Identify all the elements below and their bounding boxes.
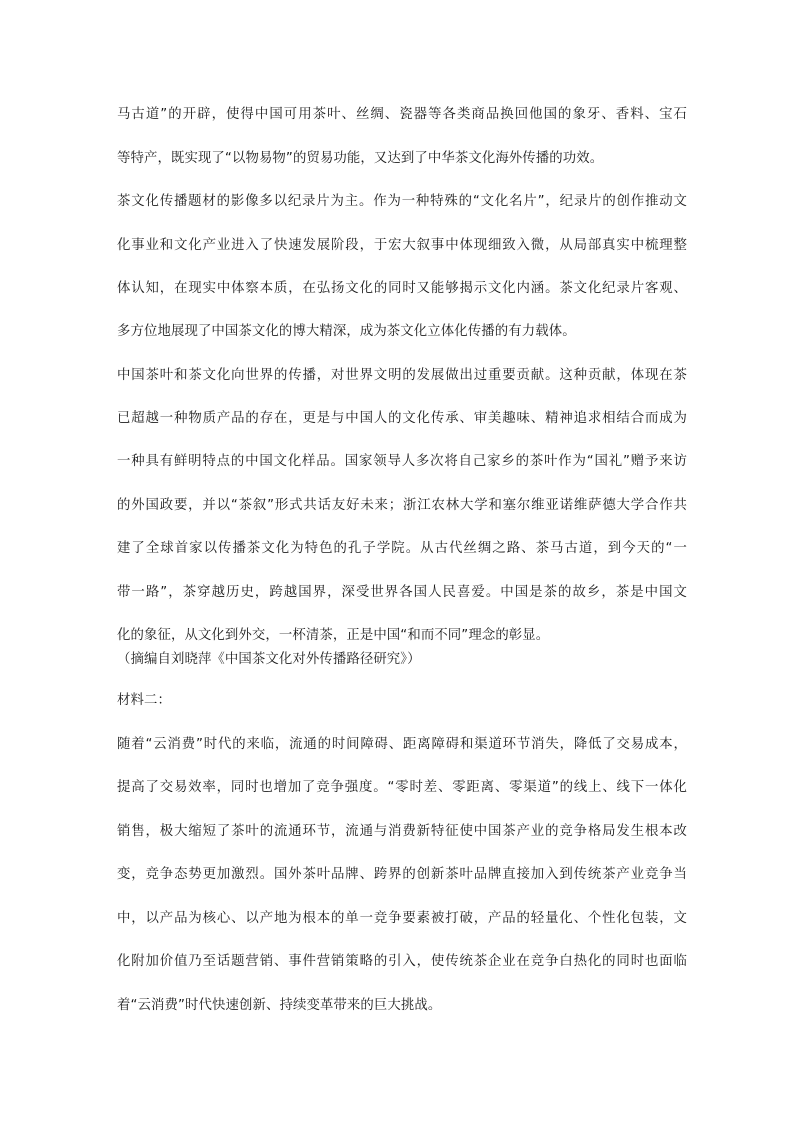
paragraph-line: 随着“云消费”时代的来临，流通的时间障碍、距离障碍和渠道环节消失，降低了交易成本，: [117, 737, 687, 752]
paragraph-line: 变，竞争态势更加激烈。国外茶叶品牌、跨界的创新茶叶品牌直接加入到传统茶产业竞争当: [117, 867, 687, 882]
paragraph-line: 已超越一种物质产品的存在，更是与中国人的文化传承、审美趣味、精神追求相结合而成为: [117, 411, 687, 426]
paragraph-line: 茶文化传播题材的影像多以纪录片为主。作为一种特殊的“文化名片”，纪录片的创作推动文: [117, 194, 687, 209]
paragraph-line: 提高了交易效率，同时也增加了竞争强度。“零时差、零距离、零渠道”的线上、线下一体化: [117, 780, 687, 795]
paragraph-line: 多方位地展现了中国茶文化的博大精深，成为茶文化立体化传播的有力载体。: [117, 324, 576, 339]
paragraph-line: 马古道”的开辟，使得中国可用茶叶、丝绸、瓷器等各类商品换回他国的象牙、香料、宝石: [117, 107, 687, 122]
paragraph-line: 中，以产品为核心、以产地为根本的单一竞争要素被打破，产品的轻量化、个性化包装，文: [117, 911, 687, 926]
section-heading: 材料二：: [117, 693, 171, 708]
paragraph-line: 中国茶叶和茶文化向世界的传播，对世界文明的发展做出过重要贡献。这种贡献，体现在茶: [117, 368, 687, 383]
paragraph-line: 建了全球首家以传播茶文化为特色的孔子学院。从古代丝绸之路、茶马古道，到今天的“一: [117, 541, 687, 556]
paragraph-line: 一种具有鲜明特点的中国文化样品。国家领导人多次将自己家乡的茶叶作为“国礼”赠予来访: [117, 454, 687, 469]
paragraph-line: 化的象征，从文化到外交，一杯清茶，正是中国“和而不同”理念的彰显。: [117, 628, 550, 643]
paragraph-line: 体认知，在现实中体察本质，在弘扬文化的同时又能够揭示文化内涵。茶文化纪录片客观、: [117, 281, 687, 296]
paragraph-line: 销售，极大缩短了茶叶的流通环节，流通与消费新特征使中国茶产业的竞争格局发生根本改: [117, 824, 687, 839]
paragraph-line: 带一路”，茶穿越历史，跨越国界，深受世界各国人民喜爱。中国是茶的故乡，茶是中国文: [117, 585, 687, 600]
paragraph-line: 等特产，既实现了“以物易物”的贸易功能，又达到了中华茶文化海外传播的功效。: [117, 151, 604, 166]
paragraph-line: 的外国政要，并以“茶叙”形式共话友好未来；浙江农林大学和塞尔维亚诺维萨德大学合作共: [117, 498, 687, 513]
citation-line: （摘编自刘晓萍《中国茶文化对外传播路径研究》）: [117, 652, 421, 667]
paragraph-line: 化附加价值乃至话题营销、事件营销策略的引入，使传统茶企业在竞争白热化的同时也面临: [117, 954, 687, 969]
paragraph-line: 着“云消费”时代快速创新、持续变革带来的巨大挑战。: [117, 998, 442, 1013]
paragraph-line: 化事业和文化产业进入了快速发展阶段，于宏大叙事中体现细致入微，从局部真实中梳理整: [117, 238, 687, 253]
